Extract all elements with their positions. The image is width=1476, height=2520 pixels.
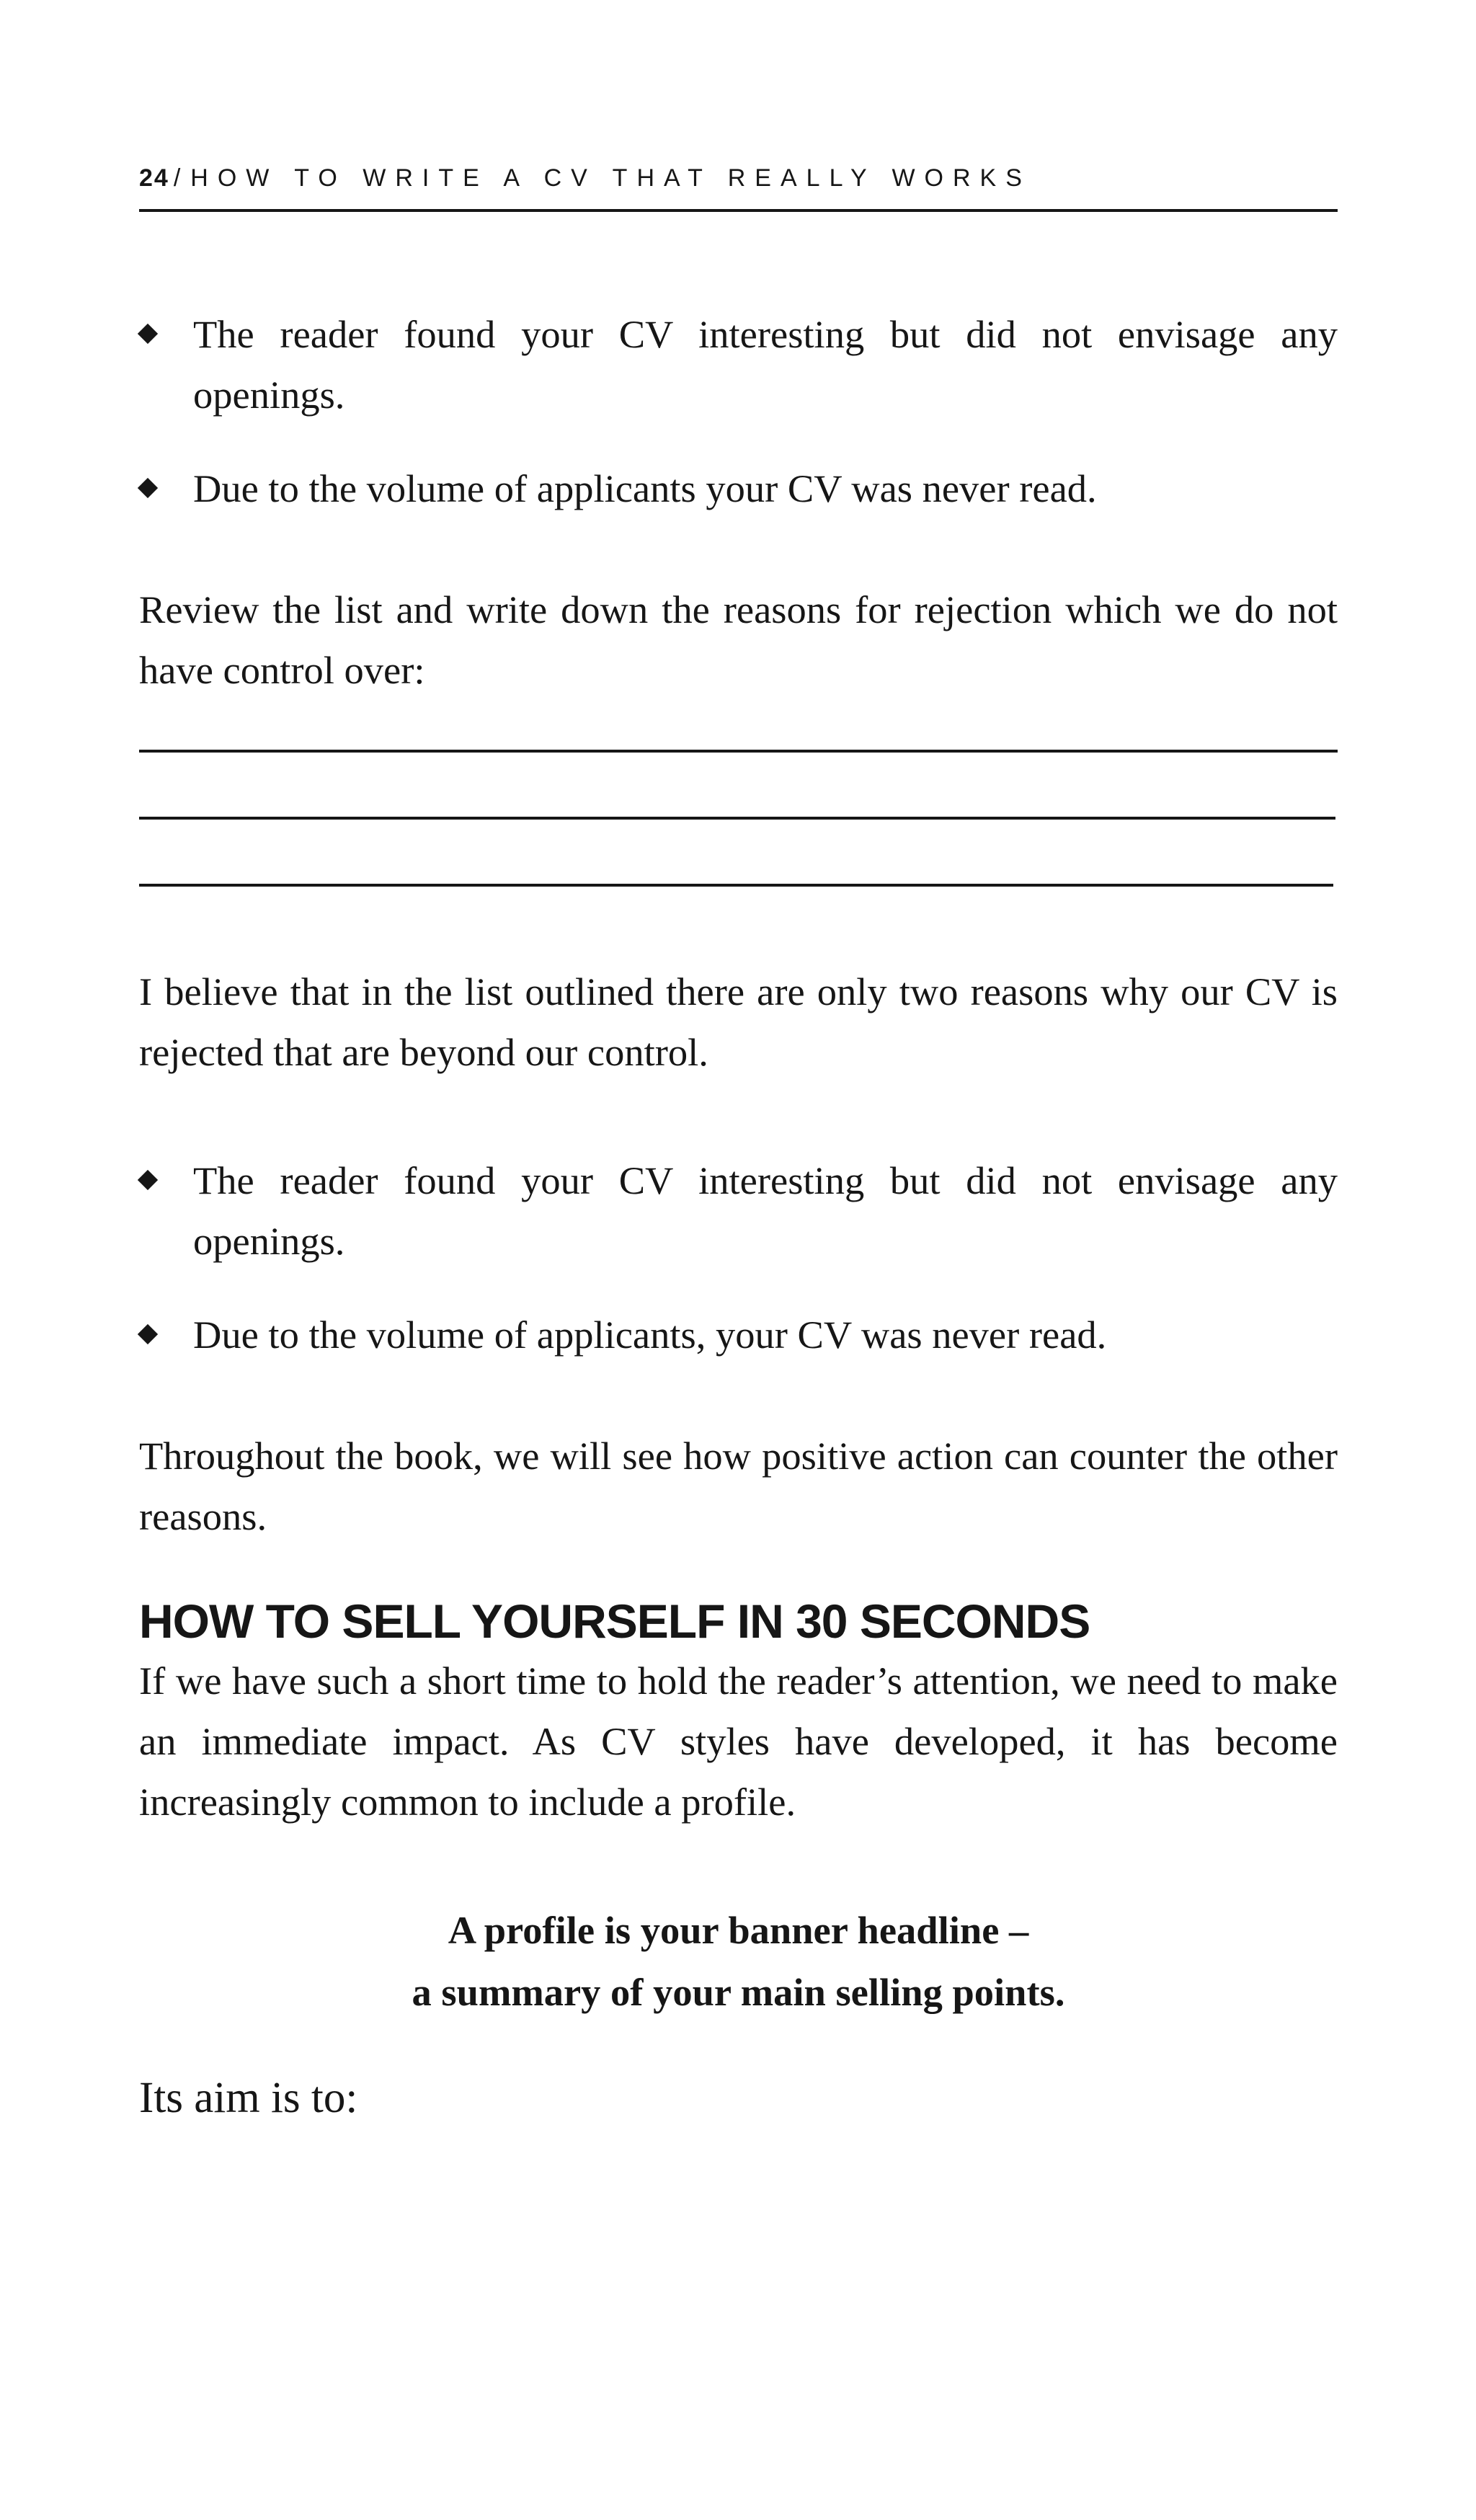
book-page <box>139 0 1338 2520</box>
answer-line[interactable] <box>139 750 1338 753</box>
header-rule <box>139 209 1338 212</box>
callout-line-2: a summary of your main selling points. <box>412 1970 1065 2014</box>
section-paragraph: If we have such a short time to hold the reader’s attention, we need to make an immediate impact. As CV styles have developed, it has become increasingly common to include a profile. <box>139 1659 1338 1824</box>
list-item <box>139 1305 1338 1365</box>
section-heading: HOW TO SELL YOURSELF IN 30 SECONDS <box>139 1594 1090 1648</box>
throughout-paragraph: Throughout the book, we will see how positive action can counter the other reasons. <box>139 1434 1338 1538</box>
header-separator: / <box>173 164 184 192</box>
belief-paragraph-block <box>139 962 1338 1083</box>
diamond-bullet-icon <box>138 324 158 344</box>
answer-line[interactable] <box>139 884 1333 887</box>
list-item <box>139 304 1338 425</box>
running-head <box>139 160 1338 196</box>
bullet-list-second <box>139 1150 1338 1365</box>
list-item-text: The reader found your CV interesting but did not envisage any openings. <box>193 1158 1338 1263</box>
belief-paragraph: I believe that in the list outlined there are only two reasons why our CV is rejected that are beyond our control. <box>139 970 1338 1074</box>
diamond-bullet-icon <box>138 1324 158 1344</box>
bullet-list-first <box>139 304 1338 519</box>
list-item <box>139 1150 1338 1272</box>
list-item-text: Due to the volume of applicants, your CV was never read. <box>193 1313 1107 1357</box>
section-paragraph-block <box>139 1651 1338 1832</box>
profile-callout <box>139 1899 1338 2023</box>
review-prompt-block <box>139 580 1338 701</box>
list-item-text: Due to the volume of applicants your CV was never read. <box>193 466 1097 510</box>
list-item <box>139 458 1338 519</box>
closing-line: Its aim is to: <box>139 2074 358 2122</box>
list-item-text: The reader found your CV interesting but did not envisage any openings. <box>193 312 1338 417</box>
diamond-bullet-icon <box>138 1170 158 1190</box>
answer-line[interactable] <box>139 817 1335 820</box>
callout-line-1: A profile is your banner headline – <box>448 1908 1029 1952</box>
page-number: 24 <box>139 164 169 192</box>
diamond-bullet-icon <box>138 478 158 498</box>
throughout-paragraph-block <box>139 1426 1338 1547</box>
book-title: HOW TO WRITE A CV THAT REALLY WORKS <box>190 164 1031 192</box>
review-prompt: Review the list and write down the reasons for rejection which we do not have control over: <box>139 587 1338 692</box>
